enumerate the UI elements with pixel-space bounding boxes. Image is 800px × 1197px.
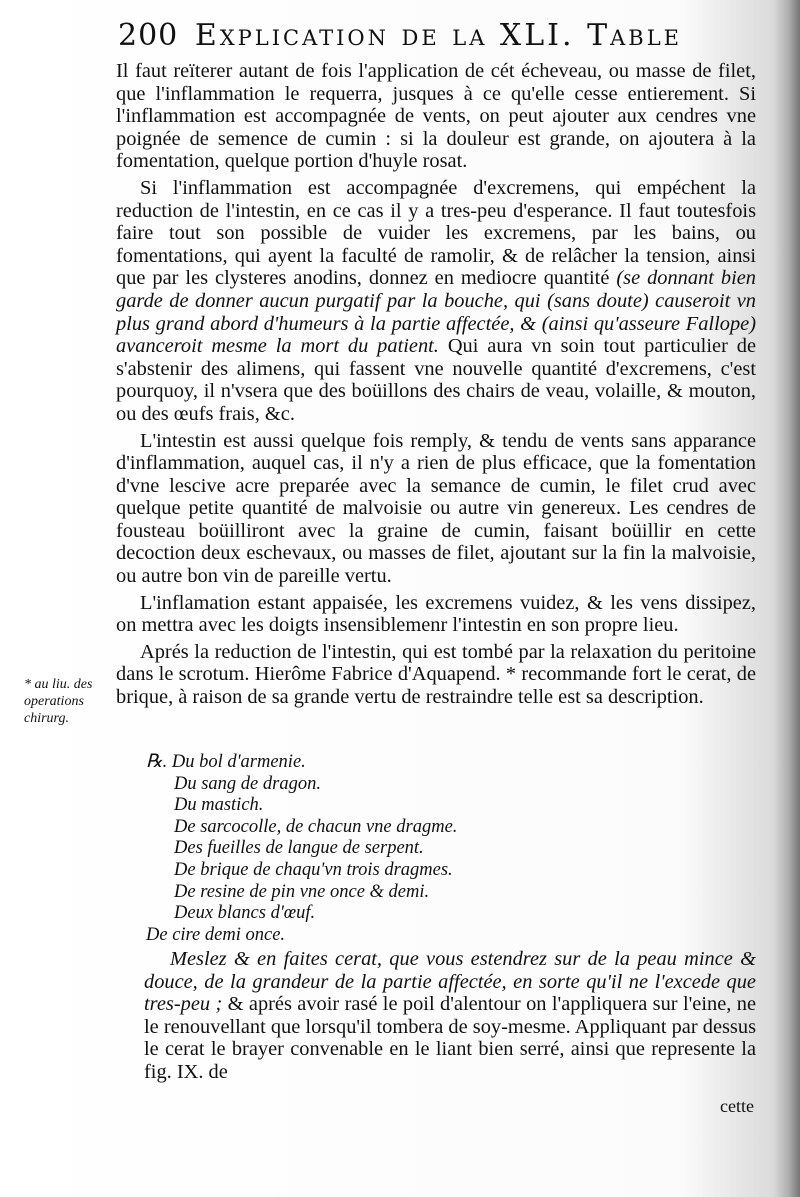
recipe-line: De brique de chaqu'vn trois dragmes. (174, 859, 453, 880)
closing-paragraph (144, 948, 756, 1084)
paragraph-5: Aprés la reduction de l'intestin, qui est tombé par la relaxation du peritoine dans le scrotum. Hierôme Fabrice d'Aquapend. * recommande fort le cerat, de brique, à raison de sa grande vertu de restraindre telle est sa description. (116, 640, 756, 709)
margin-note: * au liu. des operations chirurg. (24, 677, 93, 726)
recipe-line: Du mastich. (174, 795, 264, 816)
page-number: 200 (118, 18, 179, 53)
paragraph-2-start: Si l'inflammation est accompagnée d'excremens, qui empéchent la reduction de l'intestin, en ce cas il y a tres-peu d'esperance. Il faut toutesfois faire tout son possible de vuider les excremens, par les bains, ou fomentations, qui ayent la faculté de ramolir, & de relâcher la tension, ainsi que par les clysteres anodins, donnez en mediocre quantité (116, 176, 756, 290)
recipe-line: De cire demi once. (146, 924, 286, 945)
paragraph-2-end: Qui aura vn soin tout particulier de s'abstenir des alimens, qui fassent vne nouvelle quantité d'excremens, c'est pourquoy, il n'vsera que des boüillons des chairs de veau, volaille, & mouton, ou des œufs frais, &c. (116, 335, 756, 425)
closing-italic: Meslez & en faites cerat, que vous estendrez sur de la peau mince & douce, de la grandeur de la partie affectée, en sorte qu'il ne l'excede que tres-peu ; (144, 948, 756, 1016)
recipe-line: Du sang de dragon. (174, 773, 321, 794)
paragraph-2 (116, 177, 756, 426)
closing-roman: & aprés avoir rasé le poil d'alentour on l'appliquera sur l'eine, ne le renouvellant que lorsqu'il tombera de soy-mesme. Appliquant par dessus le cerat le brayer convenable en le liant bien serré, ainsi que represente la fig. IX. de (144, 993, 756, 1083)
recipe-line: Des fueilles de langue de serpent. (174, 838, 424, 859)
page-gutter-shadow (772, 0, 800, 1197)
recipe-list (146, 752, 566, 946)
recipe-line: ℞. Du bol d'armenie. (146, 752, 306, 772)
catchword: cette (720, 1096, 754, 1116)
closing-text (144, 948, 756, 1084)
body-text (116, 60, 756, 713)
paragraph-4: L'inflamation estant appaisée, les excremens vuidez, & les vens dissipez, on mettra avec les doigts insensiblemenr l'intestin en son propre lieu. (116, 591, 756, 637)
paragraph-2-italic: (se donnant bien garde de donner aucun purgatif par la bouche, qui (sans doute) causeroit vn plus grand abord d'humeurs à la partie affectée, & (ainsi qu'asseure Fallope) avanceroit mesme la mort du patient. (116, 267, 756, 358)
paragraph-3: L'intestin est aussi quelque fois remply, & tendu de vents sans apparance d'inflammation, auquel cas, il n'y a rien de plus efficace, que la fomentation d'vne lescive acre preparée avec la semance de cumin, le filet crud avec quelque petite quantité de malvoisie ou autre vin genereux. Les cendres de fousteau boüilliront avec la graine de cumin, faisant boüillir en cette decoction deux eschevaux, ou masses de filet, ajoutant sur la fin la malvoisie, ou autre bon vin de pareille vertu. (116, 429, 756, 588)
paragraph-1: Il faut reïterer autant de fois l'application de cét écheveau, ou masse de filet, que l'inflammation le requerra, jusques à ce qu'elle cesse entierement. Si l'inflammation est accompagnée de vents, on peut ajouter aux cendres vne poignée de semence de cumin : si la douleur est grande, on ajoutera à la fomentation, quelque portion d'huyle rosat. (116, 60, 756, 173)
recipe-line: De resine de pin vne once & demi. (174, 881, 430, 902)
running-title: Explication de la XLI. Table (194, 18, 682, 53)
recipe-line: Deux blancs d'œuf. (174, 903, 316, 924)
running-header (118, 18, 718, 62)
recipe-line: De sarcocolle, de chacun vne dragme. (174, 816, 458, 837)
